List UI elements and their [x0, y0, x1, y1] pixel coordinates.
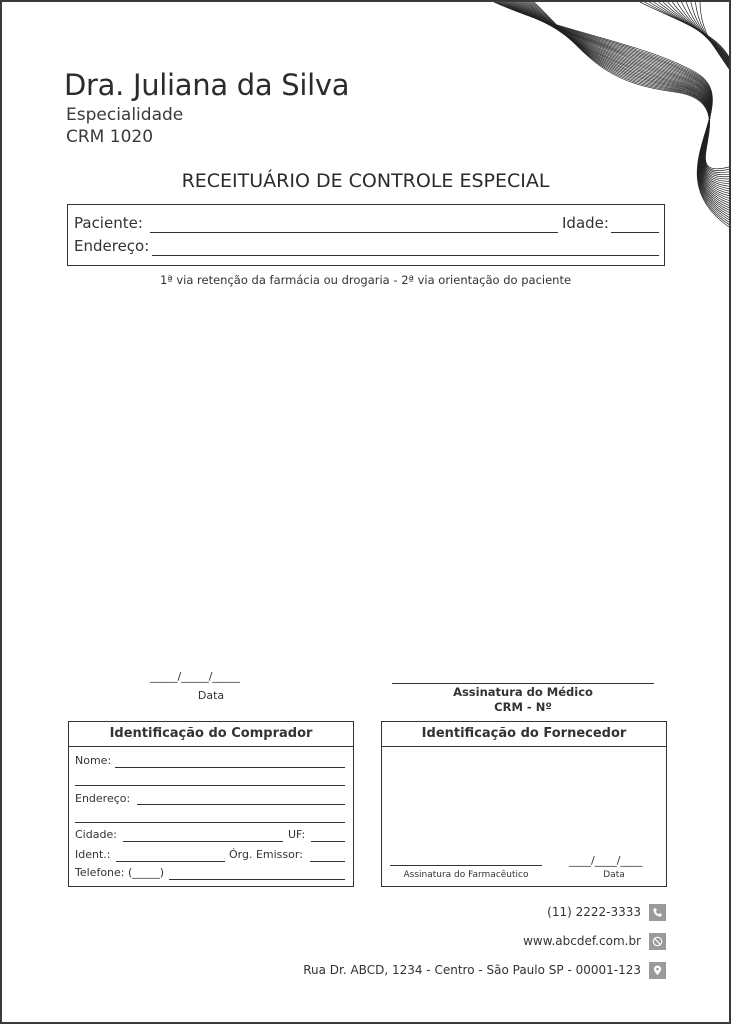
doctor-specialty: Especialidade — [66, 105, 184, 125]
buyer-phone-label: Telefone: (_____) — [75, 866, 165, 879]
age-line[interactable] — [611, 232, 659, 233]
doctor-name: Dra. Juliana da Silva — [64, 68, 350, 102]
buyer-name-label: Nome: — [75, 754, 112, 767]
buyer-issuer-label: Órg. Emissor: — [229, 848, 303, 861]
supplier-date-blank[interactable]: ____/____/____ — [569, 854, 643, 867]
buyer-city-label: Cidade: — [75, 828, 117, 841]
buyer-name-line-2[interactable] — [75, 785, 345, 786]
wave-line — [686, 2, 729, 66]
buyer-identification-box — [68, 721, 354, 887]
buyer-address-line[interactable] — [137, 804, 345, 805]
buyer-phone-line[interactable] — [169, 879, 345, 880]
date-label: Data — [197, 689, 225, 702]
age-label: Idade: — [562, 214, 609, 232]
contact-website[interactable]: www.abcdef.com.br — [523, 934, 641, 948]
address-label: Endereço: — [74, 237, 150, 255]
pharmacist-signature-label: Assinatura do Farmacêutico — [403, 870, 529, 880]
supplier-date-label: Data — [603, 870, 625, 880]
contact-address: Rua Dr. ABCD, 1234 - Centro - São Paulo SP - 00001-123 — [303, 963, 641, 977]
web-icon — [649, 933, 666, 950]
date-blank[interactable]: _____/_____/_____ — [150, 670, 240, 683]
supplier-identification-box — [381, 721, 667, 887]
buyer-issuer-line[interactable] — [310, 861, 345, 862]
patient-label: Paciente: — [74, 214, 143, 232]
patient-name-line[interactable] — [150, 232, 558, 233]
location-pin-icon — [649, 962, 666, 979]
contact-phone: (11) 2222-3333 — [547, 905, 641, 919]
doctor-signature-label: Assinatura do Médico — [453, 685, 593, 699]
buyer-ident-label: Ident.: — [75, 848, 111, 861]
document-title: RECEITUÁRIO DE CONTROLE ESPECIAL — [181, 170, 550, 192]
supplier-box-title: Identificação do Fornecedor — [382, 722, 666, 747]
buyer-name-line[interactable] — [115, 767, 345, 768]
doctor-crm: CRM 1020 — [66, 127, 154, 147]
buyer-uf-line[interactable] — [311, 841, 345, 842]
buyer-address-label: Endereço: — [75, 792, 131, 805]
buyer-box-title: Identificação do Comprador — [69, 722, 353, 747]
patient-box — [67, 204, 665, 266]
address-line[interactable] — [152, 255, 659, 256]
buyer-ident-line[interactable] — [116, 861, 225, 862]
doctor-signature-line[interactable] — [392, 683, 654, 684]
buyer-address-line-2[interactable] — [75, 822, 345, 823]
via-note: 1ª via retenção da farmácia ou drogaria - 2ª via orientação do paciente — [159, 273, 572, 287]
buyer-city-line[interactable] — [123, 841, 283, 842]
crm-number-label: CRM - Nº — [494, 700, 552, 714]
phone-icon — [649, 904, 666, 921]
pharmacist-signature-line[interactable] — [390, 865, 542, 866]
wave-line — [494, 2, 729, 227]
wave-line — [513, 2, 729, 198]
decorative-wave-lines — [490, 2, 729, 234]
buyer-uf-label: UF: — [288, 828, 306, 841]
